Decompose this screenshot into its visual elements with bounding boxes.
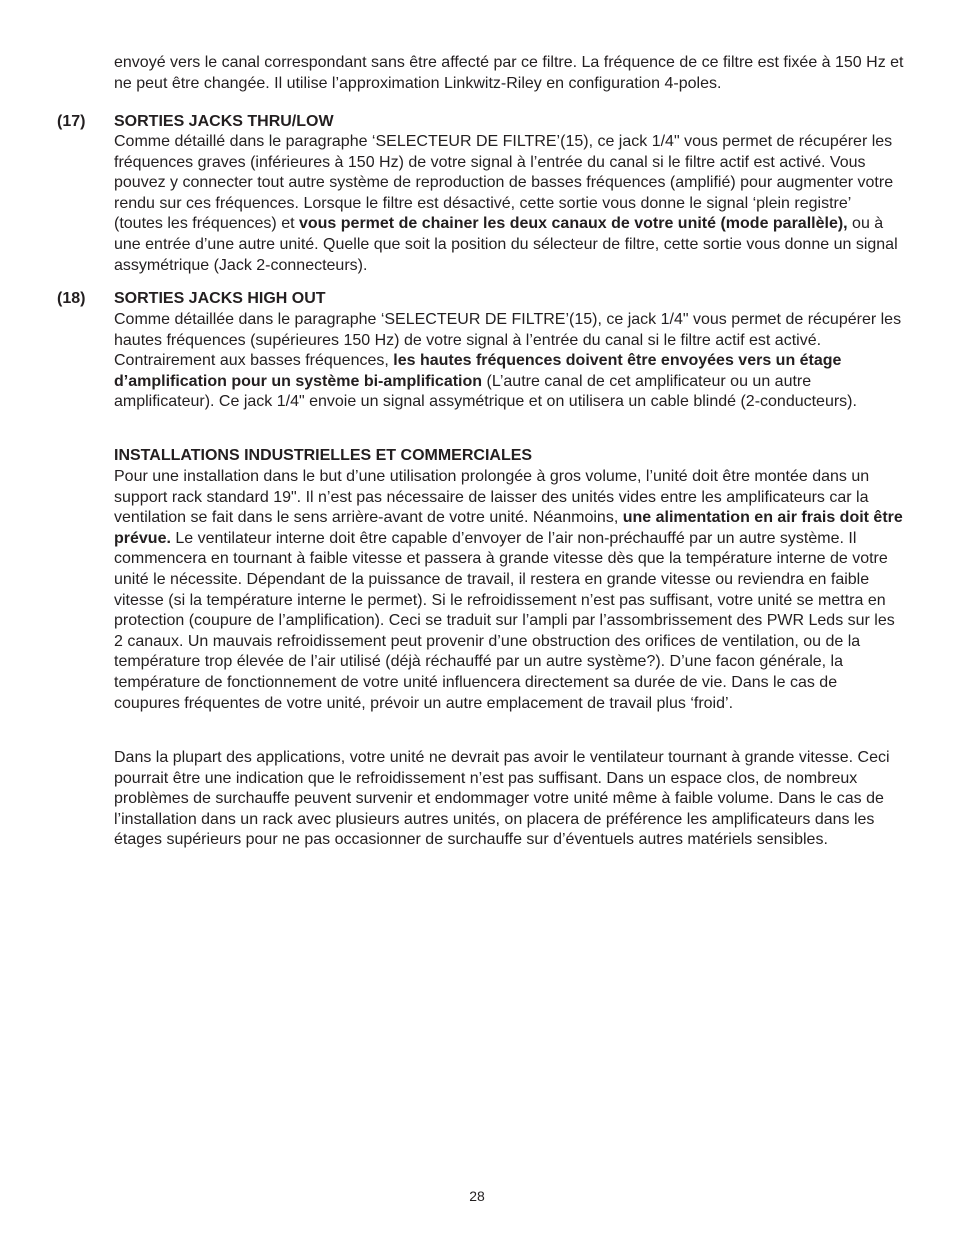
installations-text-a: Pour une installation dans le but d’une utilisation prolongée à gros volume, l’unité doit être montée dans un support rack standard 19". Il n’est pas nécessaire de laisser des unités vides entre les amplificateurs car la ventilation se fait dans le sens arrière-avant de votre unité. Néanmoins, (114, 468, 870, 527)
installations-text-b: Le ventilateur interne doit être capable d’envoyer de l’air non-préchauffé par un autre système. Il commencera en tournant à faible vitesse et passera à grande vitesse dès que la température interne de votre unité le nécessite. Dépendant de la puissance de travail, il restera en grande vitesse ou reviendra en faible vitesse (si la température interne le permet). Si le refroidissement n’est pas suffisant, votre unité se mettra en protection (coupure de l’amplification). Ceci se traduit sur l’ampli par l’assombrissement des PWR Leds sur les 2 canaux. Un mauvais refroidissement peut provenir d’une obstruction des orifices de ventilation, ou de la température trop élevée de l’air utilisé (déjà réchauffé par un autre système?). D’une facon générale, la température de fonctionnement de votre unité influencera directement sa durée de vie. Dans le cas de coupures fréquentes de votre unité, prévoir un autre emplacement de travail plus ‘froid’. (114, 529, 895, 712)
section-18-body (114, 310, 904, 413)
installations-title: INSTALLATIONS INDUSTRIELLES ET COMMERCIALES (114, 447, 533, 464)
page-number: 28 (469, 1188, 485, 1204)
section-17-body (114, 132, 904, 276)
section-17-title: SORTIES JACKS THRU/LOW (114, 113, 334, 130)
section-18-text-b: (L’autre canal de cet amplificateur ou un autre amplificateur). Ce jack 1/4" envoie un signal assymétrique et on utilisera un cable blindé (2-conducteurs). (114, 372, 857, 411)
section-17-number: (17) (57, 113, 86, 130)
section-17-bold: vous permet de chainer les deux canaux de votre unité (mode parallèle), (298, 215, 848, 233)
installations-body-2: Dans la plupart des applications, votre unité ne devrait pas avoir le ventilateur tournant à grande vitesse. Ceci pourrait être une indication que le refroidissement n’est pas suffisant. Dans un espace clos, de nombreux problèmes de surchauffe peuvent survenir et endommager votre unité même à faible volume. Dans le cas de l’installation dans un rack avec plusieurs autres unités, on placera de préférence les amplificateurs dans les étages supérieurs pour ne pas occasionner de surchauffe sur d’éventuels autres matériels sensibles. (114, 749, 890, 849)
section-18-bold: les hautes fréquences doivent être envoyées vers un étage d’amplification pour un système bi-amplification (114, 352, 842, 390)
section-18-text-a: Comme détaillée dans le paragraphe ‘SELECTEUR DE FILTRE’(15), ce jack 1/4" vous permet de récupérer les hautes fréquences (supérieures 150 Hz) de votre signal à l’entrée du canal si le filtre actif est activé. Contrairement aux basses fréquences, (114, 311, 902, 370)
section-17-text-b: ou à une entrée d’une autre unité. Quelle que soit la position du sélecteur de filtre, cette sortie vous donne un signal assymétrique (Jack 2-connecteurs). (114, 215, 898, 274)
section-18-number: (18) (57, 290, 86, 307)
intro-paragraph: envoyé vers le canal correspondant sans être affecté par ce filtre. La fréquence de ce filtre est fixée à 150 Hz et ne peut être changée. Il utilise l’approximation Linkwitz-Riley en configuration 4-poles. (114, 54, 904, 92)
installations-bold: une alimentation en air frais doit être prévue. (114, 509, 903, 547)
section-18-title: SORTIES JACKS HIGH OUT (114, 290, 326, 307)
installations-body (114, 467, 904, 714)
section-17-text-a: Comme détaillé dans le paragraphe ‘SELECTEUR DE FILTRE’(15), ce jack 1/4" vous permet de récupérer les fréquences graves (inférieures à 150 Hz) de votre signal à l’entrée du canal si le filtre actif est activé. Vous pouvez y connecter tout autre système de reproduction de basses fréquences (amplifié) pour augmenter votre rendu sur ces fréquences. Lorsque le filtre est désactivé, cette sortie vous donne le signal ‘plein registre’ (toutes les fréquences) et (114, 133, 894, 233)
